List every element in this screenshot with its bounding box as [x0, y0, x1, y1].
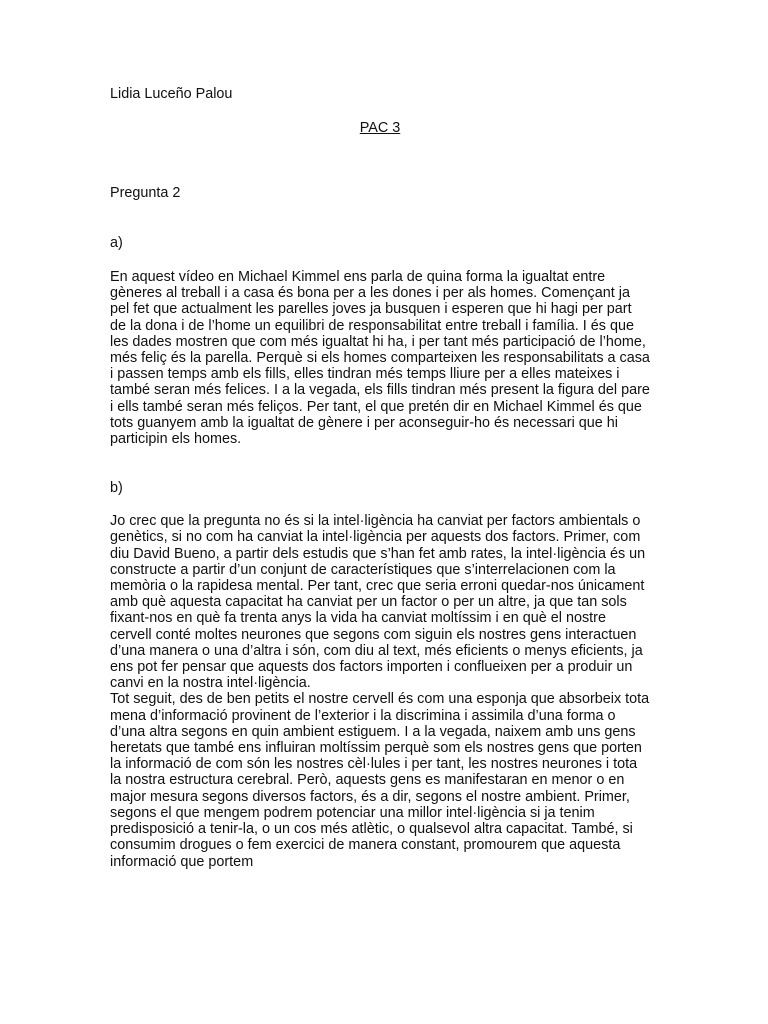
section-b-paragraph-2: Tot seguit, des de ben petits el nostre cervell és com una esponja que absorbeix tota mena d’informació provinent de l’exterior i la discrimina i assimila d’una forma o d’una altra segons en quin ambient estiguem. I a la vegada, naixem amb uns gens heretats que també ens influiran moltíssim perquè som els nostres gens que porten la informació de com són les nostres cèl·lules i per tant, les nostres neurones i tota la nostra estructura cerebral. Però, aquests gens es manifestaran en menor o en major mesura segons diversos factors, és a dir, segons el nostre ambient. Primer, segons el que mengem podrem potenciar una millor intel·ligència si ja tenim predisposició a tenir-la, o un cos més atlètic, o qualsevol altra capacitat. També, si consumim drogues o fem exercici de manera constant, promourem que aquesta informació que portem: [110, 691, 650, 870]
document-page: [110, 84, 650, 870]
section-a-paragraph: En aquest vídeo en Michael Kimmel ens parla de quina forma la igualtat entre gèneres al treball i a casa és bona per a les dones i per als homes. Començant ja pel fet que actualment les parelles joves ja busquen i esperen que hi hagi per part de la dona i de l’home un equilibri de responsabilitat entre treball i família. I és que les dades mostren que com més igualtat hi ha, i per tant més participació de l’home, més feliç és la parella. Perquè si els homes comparteixen les responsabilitats a casa i passen temps amb els fills, elles tindran més temps lliure per a elles mateixes i també seran més felices. I a la vegada, els fills tindran més present la figura del pare i ells també seran més feliços. Per tant, el que pretén dir en Michael Kimmel és que tots guanyem amb la igualtat de gènere i per aconseguir-ho és necessari que hi participin els homes.: [110, 269, 650, 448]
author-name: Lidia Luceño Palou: [110, 86, 233, 102]
question-heading: Pregunta 2: [110, 185, 181, 201]
section-b-label: b): [110, 480, 123, 497]
section-b-paragraph-1: Jo crec que la pregunta no és si la intel·ligència ha canviat per factors ambientals o genètics, si no com ha canviat la intel·ligència per aquests dos factors. Primer, com diu David Bueno, a partir dels estudis que s’han fet amb rates, la intel·ligència és un constructe a partir d’un conjunt de característiques que s’interrelacionen com la memòria o la rapidesa mental. Per tant, crec que seria erroni quedar-nos únicament amb què aquesta capacitat ha canviat per un factor o per un altre, ja que tan sols fixant-nos en què fa trenta anys la vida ha canviat moltíssim i en què el nostre cervell conté moltes neurones que segons com siguin els nostres gens interactuen d’una manera o una d’altra i són, com diu al text, més eficients o menys eficients, ja ens pot fer pensar que aquests dos factors importen i conflueixen per a produir un canvi en la nostra intel·ligència.: [110, 513, 646, 692]
document-title: PAC 3: [359, 120, 401, 136]
section-a-label: a): [110, 235, 123, 251]
